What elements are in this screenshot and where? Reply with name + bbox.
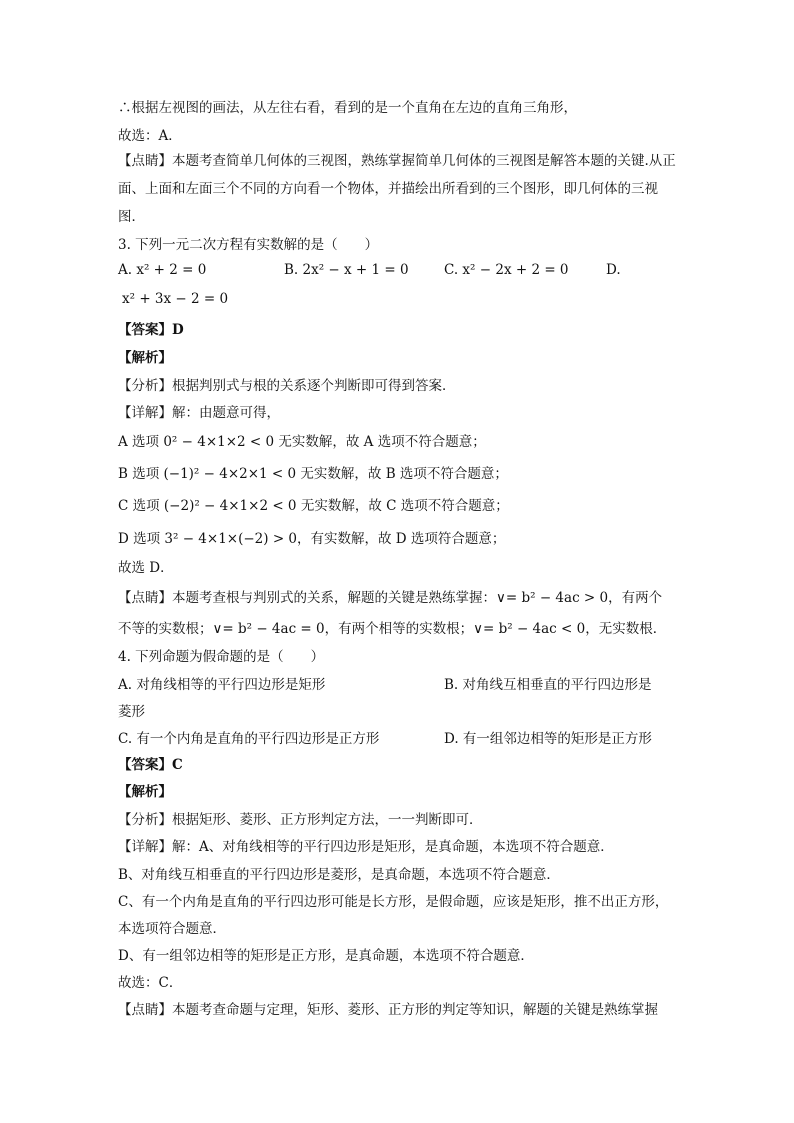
option-d: D.: [606, 262, 621, 278]
analysis-label: 【解析】: [118, 350, 172, 366]
choice-text: 故选：C．: [118, 975, 183, 991]
option-a: A. 对角线相等的平行四边形是矩形: [118, 677, 326, 693]
option-b: B. 2x² − x + 1 = 0: [284, 262, 409, 278]
text-line: ∴根据左视图的画法，从左往右看，看到的是一个直角在左边的直角三角形，: [118, 100, 577, 116]
solution-b: B、对角线互相垂直的平行四边形是菱形，是真命题，本选项不符合题意．: [118, 867, 560, 883]
option-d-equation: x² + 3x − 2 = 0: [122, 291, 229, 307]
option-c: C. x² − 2x + 2 = 0: [444, 262, 569, 278]
solution-c: C 选项 (−2)² − 4×1×2 < 0 无实数解，故 C 选项不符合题意；: [118, 498, 509, 514]
option-b-continued: 菱形: [118, 704, 145, 720]
option-a: A. x² + 2 = 0: [118, 262, 207, 278]
analysis-text: 【分析】根据矩形、菱形、正方形判定方法，一一判断即可．: [118, 812, 483, 828]
solution-b: B 选项 (−1)² − 4×2×1 < 0 无实数解，故 B 选项不符合题意；: [118, 466, 508, 482]
note-line: 不等的实数根；∨= b² − 4ac = 0，有两个相等的实数根；∨= b² − 4ac < 0，无实数根．: [118, 621, 667, 637]
note-paragraph: 【点睛】本题考查简单几何体的三视图，熟练掌握简单几何体的三视图是解答本题的关键.从正面、上面和左面三个不同的方向看一个物体，并描绘出所看到的三个图形，即几何体的三视图．: [118, 153, 676, 225]
solution-d: D 选项 3² − 4×1×(−2) > 0，有实数解，故 D 选项符合题意；: [118, 531, 506, 547]
answer-label: 【答案】D: [118, 322, 184, 338]
option-c: C. 有一个内角是直角的平行四边形是正方形: [118, 731, 380, 747]
text-line: 故选：A．: [118, 128, 182, 144]
note-line: 【点睛】本题考查命题与定理，矩形、菱形、正方形的判定等知识，解题的关键是熟练掌握: [118, 1002, 658, 1018]
detail-text: 【详解】解：A、对角线相等的平行四边形是矩形，是真命题，本选项不符合题意．: [118, 839, 614, 855]
analysis-text: 【分析】根据判别式与根的关系逐个判断即可得到答案．: [118, 378, 456, 394]
option-d: D. 有一组邻边相等的矩形是正方形: [444, 731, 652, 747]
solution-c-continued: 本选项符合题意．: [118, 921, 226, 937]
solution-d: D、有一组邻边相等的矩形是正方形，是真命题，本选项不符合题意．: [118, 948, 534, 964]
note-line: 【点睛】本题考查根与判别式的关系，解题的关键是熟练掌握：∨= b² − 4ac > 0，有两个: [118, 590, 663, 606]
answer-label: 【答案】C: [118, 757, 183, 773]
analysis-label: 【解析】: [118, 784, 172, 800]
question-3: 3. 下列一元二次方程有实数解的是（ ）: [118, 237, 379, 253]
option-b: B. 对角线互相垂直的平行四边形是: [444, 677, 652, 693]
question-4: 4. 下列命题为假命题的是（ ）: [118, 649, 325, 665]
detail-text: 【详解】解：由题意可得，: [118, 405, 280, 421]
solution-c: C、有一个内角是直角的平行四边形可能是长方形，是假命题，应该是矩形，推不出正方形，: [118, 894, 669, 910]
choice-text: 故选 D．: [118, 560, 174, 576]
solution-a: A 选项 0² − 4×1×2 < 0 无实数解，故 A 选项不符合题意；: [118, 434, 486, 450]
